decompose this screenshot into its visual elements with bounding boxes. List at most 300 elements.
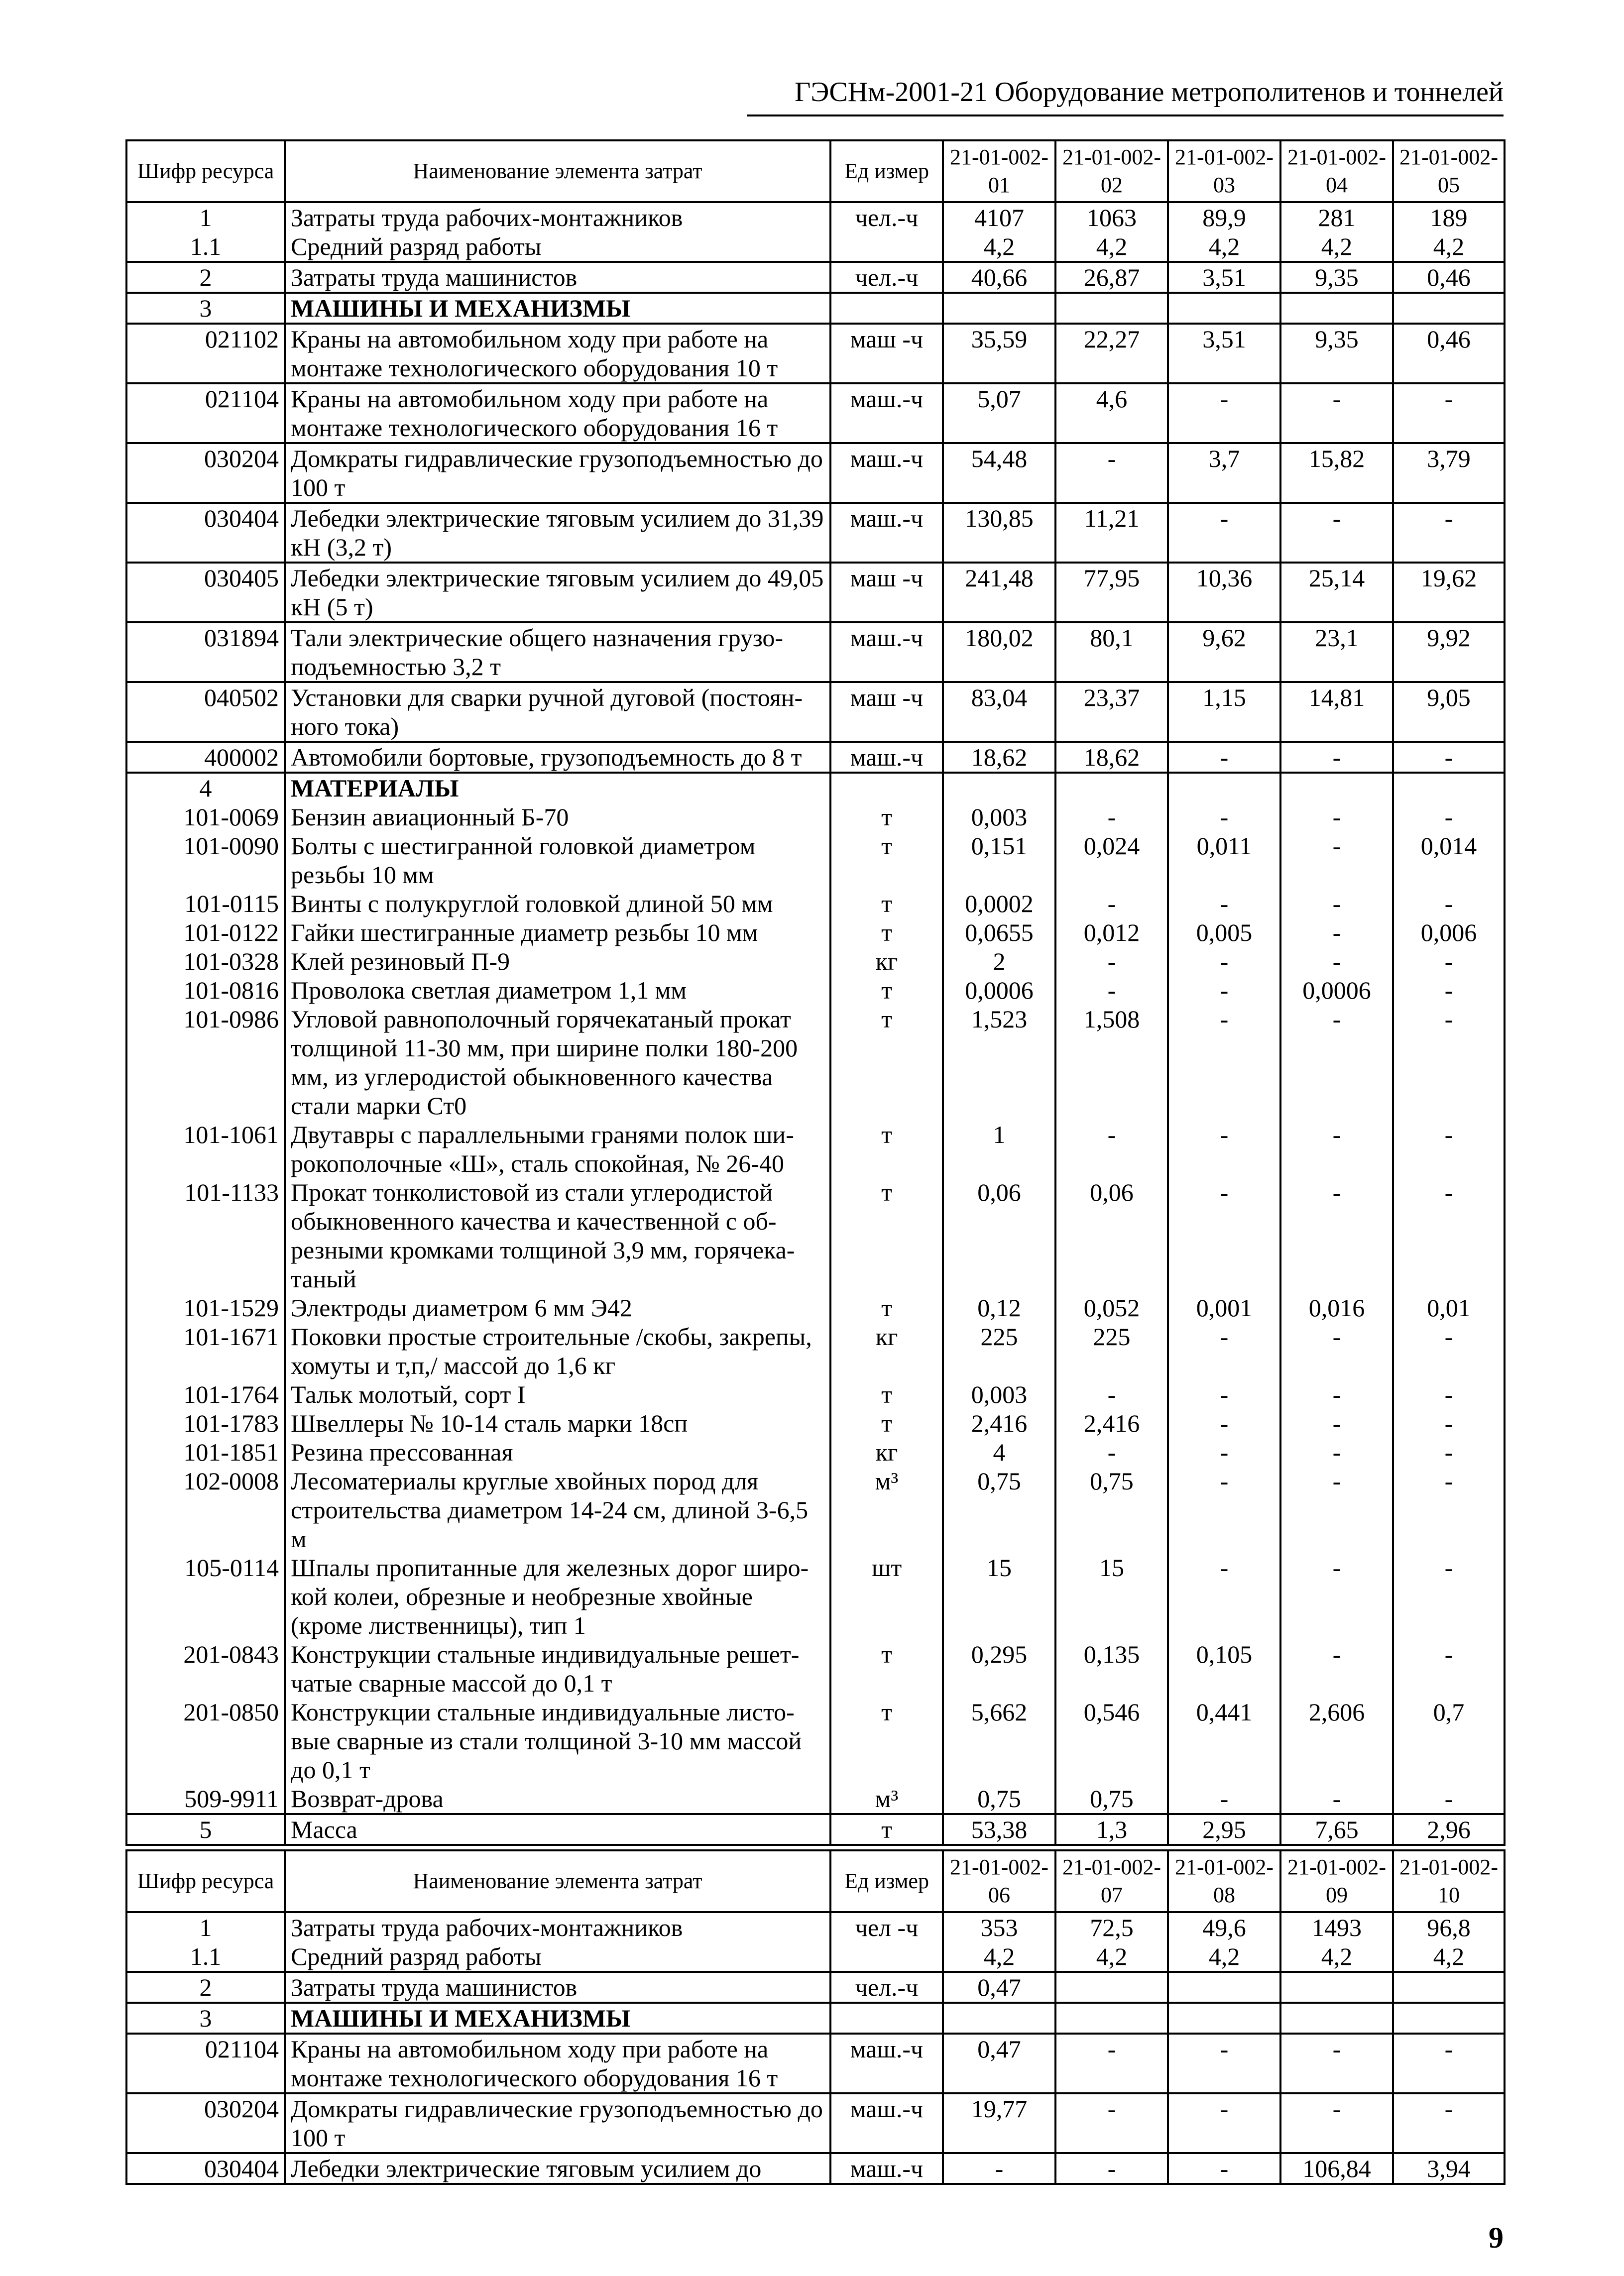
- resource-name-cell: Бензин авиационный Б-70: [285, 802, 830, 831]
- resource-code-cell: 101-0328: [126, 947, 285, 976]
- table-row: [126, 1380, 1505, 1409]
- value-cell: 4,6: [1055, 383, 1168, 443]
- table-row: [126, 1409, 1505, 1438]
- value-cell: -: [1393, 1784, 1505, 1814]
- resource-code-cell: 3: [126, 293, 285, 324]
- resource-code-cell: 201-0850: [126, 1698, 285, 1784]
- value-cell: -: [1393, 1467, 1505, 1553]
- table-row: [126, 1120, 1505, 1178]
- value-cell: 0,006: [1393, 918, 1505, 947]
- value-cell: 225: [943, 1322, 1055, 1380]
- value-cell: [1055, 2003, 1168, 2034]
- value-cell: [1168, 1972, 1280, 2003]
- value-cell: -: [1393, 742, 1505, 773]
- value-cell: 80,1: [1055, 622, 1168, 682]
- value-cell: 15: [1055, 1553, 1168, 1640]
- table-row: [126, 443, 1505, 503]
- value-cell: 3,51: [1168, 262, 1280, 293]
- table-row: [126, 1553, 1505, 1640]
- value-cell: 1,523: [943, 1005, 1055, 1120]
- value-cell: -: [1168, 947, 1280, 976]
- value-cell: -: [1280, 1120, 1393, 1178]
- table-row: [126, 563, 1505, 622]
- value-cell: 25,14: [1280, 563, 1393, 622]
- resource-code-cell: 030404: [126, 2153, 285, 2184]
- resource-code-cell: 201-0843: [126, 1640, 285, 1698]
- value-cell: 54,48: [943, 443, 1055, 503]
- unit-cell: м³: [830, 1467, 943, 1553]
- table-row: [126, 1178, 1505, 1293]
- table-row: [126, 773, 1505, 802]
- value-cell: 0,024: [1055, 831, 1168, 889]
- resource-code-cell: 030204: [126, 2093, 285, 2153]
- value-cell: -: [1168, 503, 1280, 563]
- unit-cell: т: [830, 889, 943, 918]
- value-cell: 0,0655: [943, 918, 1055, 947]
- column-header: 21-01-002-08: [1168, 1850, 1280, 1912]
- value-cell: 0,014: [1393, 831, 1505, 889]
- resource-table-1: [125, 139, 1506, 1846]
- unit-cell: т: [830, 1698, 943, 1784]
- unit-cell: маш -ч: [830, 324, 943, 383]
- unit-cell: т: [830, 1005, 943, 1120]
- value-cell: 4: [943, 1438, 1055, 1467]
- resource-code-cell: 101-1851: [126, 1438, 285, 1467]
- value-cell: -: [1280, 947, 1393, 976]
- resource-name-cell: Краны на автомобильном ходу при работе на монтаже технологического оборудования 16 т: [285, 2034, 830, 2093]
- unit-cell: кг: [830, 947, 943, 976]
- table-row: [126, 2153, 1505, 2184]
- unit-cell: т: [830, 802, 943, 831]
- resource-name-cell: Тальк молотый, сорт I: [285, 1380, 830, 1409]
- value-cell: 0,003: [943, 802, 1055, 831]
- value-cell: 0,295: [943, 1640, 1055, 1698]
- table-header: [126, 140, 1505, 202]
- value-cell: 15: [943, 1553, 1055, 1640]
- value-cell: 0,06: [1055, 1178, 1168, 1293]
- unit-cell: маш.-ч: [830, 742, 943, 773]
- value-cell: 1: [943, 1120, 1055, 1178]
- value-cell: -: [1168, 1322, 1280, 1380]
- resource-code-cell: 400002: [126, 742, 285, 773]
- value-cell: 0,75: [943, 1467, 1055, 1553]
- value-cell: 1063: [1055, 202, 1168, 232]
- value-cell: 2,95: [1168, 1814, 1280, 1845]
- value-cell: 0,0006: [943, 976, 1055, 1005]
- value-cell: -: [1168, 1553, 1280, 1640]
- value-cell: 4,2: [1393, 1942, 1505, 1972]
- value-cell: 10,36: [1168, 563, 1280, 622]
- table-row: [126, 1467, 1505, 1553]
- table-row: [126, 2003, 1505, 2034]
- resource-code-cell: 030404: [126, 503, 285, 563]
- value-cell: 2,96: [1393, 1814, 1505, 1845]
- value-cell: -: [1055, 1120, 1168, 1178]
- value-cell: [1055, 1972, 1168, 2003]
- table-row: [126, 802, 1505, 831]
- value-cell: 5,07: [943, 383, 1055, 443]
- value-cell: -: [1055, 802, 1168, 831]
- resource-code-cell: 030204: [126, 443, 285, 503]
- value-cell: 0,441: [1168, 1698, 1280, 1784]
- resource-name-cell: Винты с полукруглой головкой длиной 50 мм: [285, 889, 830, 918]
- value-cell: 0,151: [943, 831, 1055, 889]
- value-cell: 0,47: [943, 2034, 1055, 2093]
- value-cell: 15,82: [1280, 443, 1393, 503]
- value-cell: 281: [1280, 202, 1393, 232]
- unit-cell: т: [830, 1178, 943, 1293]
- column-header: 21-01-002-02: [1055, 140, 1168, 202]
- value-cell: 0,47: [943, 1972, 1055, 2003]
- resource-code-cell: 105-0114: [126, 1553, 285, 1640]
- value-cell: -: [1055, 889, 1168, 918]
- value-cell: -: [1280, 831, 1393, 889]
- resource-name-cell: Двутавры с параллельными гранями полок ши-рокополочные «Ш», сталь спокойная, № 26-40: [285, 1120, 830, 1178]
- unit-cell: маш.-ч: [830, 2153, 943, 2184]
- value-cell: 0,546: [1055, 1698, 1168, 1784]
- value-cell: 3,94: [1393, 2153, 1505, 2184]
- value-cell: -: [1168, 2034, 1280, 2093]
- unit-cell: [830, 2003, 943, 2034]
- value-cell: 1,15: [1168, 682, 1280, 742]
- table-row: [126, 1438, 1505, 1467]
- value-cell: 7,65: [1280, 1814, 1393, 1845]
- value-cell: -: [1280, 1438, 1393, 1467]
- value-cell: 9,92: [1393, 622, 1505, 682]
- resource-name-cell: Швеллеры № 10-14 сталь марки 18сп: [285, 1409, 830, 1438]
- column-header: 21-01-002-10: [1393, 1850, 1505, 1912]
- unit-cell: [830, 293, 943, 324]
- table-row: [126, 976, 1505, 1005]
- value-cell: 0,011: [1168, 831, 1280, 889]
- unit-cell: т: [830, 976, 943, 1005]
- resource-code-cell: 021102: [126, 324, 285, 383]
- value-cell: 0,001: [1168, 1293, 1280, 1322]
- value-cell: -: [1393, 503, 1505, 563]
- value-cell: [1393, 293, 1505, 324]
- resource-code-cell: 030405: [126, 563, 285, 622]
- unit-cell: маш.-ч: [830, 503, 943, 563]
- value-cell: [1280, 1972, 1393, 2003]
- table-row: [126, 1005, 1505, 1120]
- value-cell: -: [1280, 889, 1393, 918]
- value-cell: 1,508: [1055, 1005, 1168, 1120]
- resource-code-cell: 3: [126, 2003, 285, 2034]
- value-cell: 11,21: [1055, 503, 1168, 563]
- value-cell: 0,75: [1055, 1784, 1168, 1814]
- table-row: [126, 947, 1505, 976]
- value-cell: [1280, 293, 1393, 324]
- resource-code-cell: 021104: [126, 383, 285, 443]
- column-header: Шифр ресурса: [126, 140, 285, 202]
- value-cell: -: [1280, 1409, 1393, 1438]
- table-row: [126, 202, 1505, 232]
- value-cell: 2,416: [943, 1409, 1055, 1438]
- unit-cell: маш.-ч: [830, 383, 943, 443]
- table-row: [126, 1293, 1505, 1322]
- table-row: [126, 1640, 1505, 1698]
- value-cell: -: [1393, 1640, 1505, 1698]
- value-cell: 4,2: [1280, 232, 1393, 262]
- value-cell: 4,2: [1055, 1942, 1168, 1972]
- value-cell: 9,62: [1168, 622, 1280, 682]
- resource-code-cell: 509-9911: [126, 1784, 285, 1814]
- table-row: [126, 918, 1505, 947]
- value-cell: 0,016: [1280, 1293, 1393, 1322]
- value-cell: 4,2: [1055, 232, 1168, 262]
- table-row: [126, 262, 1505, 293]
- resource-name-cell: Лесоматериалы круглые хвойных пород для строительства диаметром 14-24 см, длиной 3-6,5 м: [285, 1467, 830, 1553]
- value-cell: 0,75: [943, 1784, 1055, 1814]
- value-cell: 180,02: [943, 622, 1055, 682]
- value-cell: 0,46: [1393, 324, 1505, 383]
- resource-code-cell: 040502: [126, 682, 285, 742]
- resource-name-cell: Гайки шестигранные диаметр резьбы 10 мм: [285, 918, 830, 947]
- unit-cell: маш -ч: [830, 563, 943, 622]
- page-number: 9: [1489, 2221, 1504, 2254]
- value-cell: 353: [943, 1912, 1055, 1942]
- value-cell: 0,0006: [1280, 976, 1393, 1005]
- resource-name-cell: Установки для сварки ручной дуговой (постоян-ного тока): [285, 682, 830, 742]
- resource-code-cell: 1: [126, 202, 285, 232]
- value-cell: -: [1280, 503, 1393, 563]
- value-cell: -: [1280, 802, 1393, 831]
- resource-name-cell: Клей резиновый П-9: [285, 947, 830, 976]
- value-cell: 72,5: [1055, 1912, 1168, 1942]
- unit-cell: чел -ч: [830, 1912, 943, 1942]
- value-cell: -: [1168, 1005, 1280, 1120]
- value-cell: 49,6: [1168, 1912, 1280, 1942]
- value-cell: 53,38: [943, 1814, 1055, 1845]
- value-cell: [943, 293, 1055, 324]
- unit-cell: [830, 773, 943, 802]
- value-cell: -: [1280, 383, 1393, 443]
- resource-name-cell: Краны на автомобильном ходу при работе на монтаже технологического оборудования 10 т: [285, 324, 830, 383]
- unit-cell: м³: [830, 1784, 943, 1814]
- value-cell: 14,81: [1280, 682, 1393, 742]
- column-header: 21-01-002-03: [1168, 140, 1280, 202]
- value-cell: [943, 773, 1055, 802]
- value-cell: -: [1055, 1438, 1168, 1467]
- value-cell: 4107: [943, 202, 1055, 232]
- resource-name-cell: Проволока светлая диаметром 1,1 мм: [285, 976, 830, 1005]
- value-cell: 2,416: [1055, 1409, 1168, 1438]
- unit-cell: чел.-ч: [830, 262, 943, 293]
- unit-cell: маш.-ч: [830, 2034, 943, 2093]
- resource-code-cell: 031894: [126, 622, 285, 682]
- value-cell: -: [1168, 1784, 1280, 1814]
- table-row: [126, 889, 1505, 918]
- value-cell: [1055, 773, 1168, 802]
- value-cell: 9,05: [1393, 682, 1505, 742]
- table-header: [126, 1850, 1505, 1912]
- value-cell: [1168, 773, 1280, 802]
- resource-code-cell: 101-1671: [126, 1322, 285, 1380]
- value-cell: [1168, 2003, 1280, 2034]
- value-cell: 35,59: [943, 324, 1055, 383]
- resource-name-cell: Затраты труда машинистов: [285, 262, 830, 293]
- value-cell: -: [1055, 2093, 1168, 2153]
- table-row: [126, 293, 1505, 324]
- resource-code-cell: 101-1061: [126, 1120, 285, 1178]
- column-header: Наименование элемента затрат: [285, 140, 830, 202]
- resource-name-cell: Домкраты гидравлические грузоподъемностью до 100 т: [285, 443, 830, 503]
- unit-cell: чел.-ч: [830, 1972, 943, 2003]
- value-cell: 0,0002: [943, 889, 1055, 918]
- resource-name-cell: Тали электрические общего назначения грузо-подъемностью 3,2 т: [285, 622, 830, 682]
- value-cell: [1055, 293, 1168, 324]
- value-cell: 23,37: [1055, 682, 1168, 742]
- value-cell: -: [1393, 1120, 1505, 1178]
- header-rule: [747, 114, 1504, 116]
- value-cell: 18,62: [943, 742, 1055, 773]
- column-header: Шифр ресурса: [126, 1850, 285, 1912]
- table-row: [126, 1814, 1505, 1845]
- column-header: 21-01-002-09: [1280, 1850, 1393, 1912]
- column-header: 21-01-002-07: [1055, 1850, 1168, 1912]
- table-row: [126, 1698, 1505, 1784]
- table-row: [126, 682, 1505, 742]
- unit-cell: [830, 1942, 943, 1972]
- value-cell: 3,7: [1168, 443, 1280, 503]
- value-cell: [1280, 2003, 1393, 2034]
- resource-name-cell: Электроды диаметром 6 мм Э42: [285, 1293, 830, 1322]
- page-header-title: ГЭСНм-2001-21 Оборудование метрополитенов и тоннелей: [795, 77, 1504, 108]
- value-cell: 106,84: [1280, 2153, 1393, 2184]
- value-cell: -: [1280, 1322, 1393, 1380]
- value-cell: -: [1280, 918, 1393, 947]
- unit-cell: маш -ч: [830, 682, 943, 742]
- resource-code-cell: 4: [126, 773, 285, 802]
- resource-code-cell: 101-1783: [126, 1409, 285, 1438]
- value-cell: 4,2: [1280, 1942, 1393, 1972]
- table-row: [126, 622, 1505, 682]
- resource-code-cell: 101-0069: [126, 802, 285, 831]
- resource-name-cell: Затраты труда машинистов: [285, 1972, 830, 2003]
- value-cell: [1393, 1972, 1505, 2003]
- value-cell: 0,7: [1393, 1698, 1505, 1784]
- value-cell: 4,2: [943, 1942, 1055, 1972]
- value-cell: 4,2: [1168, 1942, 1280, 1972]
- value-cell: -: [1168, 2153, 1280, 2184]
- value-cell: -: [1055, 947, 1168, 976]
- value-cell: -: [1168, 1409, 1280, 1438]
- value-cell: 0,135: [1055, 1640, 1168, 1698]
- resource-code-cell: 101-0986: [126, 1005, 285, 1120]
- unit-cell: т: [830, 918, 943, 947]
- value-cell: -: [1280, 1380, 1393, 1409]
- unit-cell: т: [830, 1640, 943, 1698]
- value-cell: [1393, 773, 1505, 802]
- resource-name-cell: Домкраты гидравлические грузоподъемностью до 100 т: [285, 2093, 830, 2153]
- value-cell: 0,06: [943, 1178, 1055, 1293]
- unit-cell: т: [830, 831, 943, 889]
- resource-name-cell: Автомобили бортовые, грузоподъемность до 8 т: [285, 742, 830, 773]
- resource-table-2: [125, 1849, 1506, 2185]
- resource-code-cell: 021104: [126, 2034, 285, 2093]
- table-row: [126, 1784, 1505, 1814]
- value-cell: 241,48: [943, 563, 1055, 622]
- resource-name-cell: Краны на автомобильном ходу при работе на монтаже технологического оборудования 16 т: [285, 383, 830, 443]
- value-cell: -: [1168, 383, 1280, 443]
- value-cell: -: [1055, 1380, 1168, 1409]
- unit-cell: маш.-ч: [830, 443, 943, 503]
- value-cell: -: [1168, 1438, 1280, 1467]
- value-cell: 0,46: [1393, 262, 1505, 293]
- value-cell: -: [1280, 1553, 1393, 1640]
- value-cell: 2: [943, 947, 1055, 976]
- value-cell: 1493: [1280, 1912, 1393, 1942]
- resource-name-cell: Прокат тонколистовой из стали углеродистой обыкновенного качества и качественной с об-резными кромками толщиной 3,9 мм, горячека-таный: [285, 1178, 830, 1293]
- value-cell: 0,052: [1055, 1293, 1168, 1322]
- value-cell: 3,51: [1168, 324, 1280, 383]
- resource-code-cell: 1.1: [126, 232, 285, 262]
- column-header: Наименование элемента затрат: [285, 1850, 830, 1912]
- value-cell: -: [1393, 1553, 1505, 1640]
- value-cell: 23,1: [1280, 622, 1393, 682]
- value-cell: -: [1393, 802, 1505, 831]
- value-cell: -: [1168, 889, 1280, 918]
- table-row: [126, 2093, 1505, 2153]
- value-cell: -: [1280, 2034, 1393, 2093]
- value-cell: 19,62: [1393, 563, 1505, 622]
- value-cell: -: [1168, 1380, 1280, 1409]
- value-cell: [1393, 2003, 1505, 2034]
- resource-name-cell: Конструкции стальные индивидуальные решет-чатые сварные массой до 0,1 т: [285, 1640, 830, 1698]
- value-cell: 3,79: [1393, 443, 1505, 503]
- value-cell: 189: [1393, 202, 1505, 232]
- resource-name-cell: Болты с шестигранной головкой диаметром резьбы 10 мм: [285, 831, 830, 889]
- unit-cell: маш.-ч: [830, 622, 943, 682]
- resource-name-cell: Угловой равнополочный горячекатаный прокат толщиной 11-30 мм, при ширине полки 180-200 мм, из углеродистой обыкновенного качества стали марки Ст0: [285, 1005, 830, 1120]
- column-header: 21-01-002-05: [1393, 140, 1505, 202]
- value-cell: [943, 2003, 1055, 2034]
- value-cell: -: [1393, 947, 1505, 976]
- table-row: [126, 232, 1505, 262]
- unit-cell: маш.-ч: [830, 2093, 943, 2153]
- value-cell: -: [1280, 1178, 1393, 1293]
- value-cell: -: [1393, 1438, 1505, 1467]
- resource-name-cell: Конструкции стальные индивидуальные листо-вые сварные из стали толщиной 3-10 мм массой до 0,1 т: [285, 1698, 830, 1784]
- column-header: 21-01-002-04: [1280, 140, 1393, 202]
- unit-cell: т: [830, 1293, 943, 1322]
- unit-cell: кг: [830, 1438, 943, 1467]
- value-cell: -: [1393, 383, 1505, 443]
- resource-name-cell: МАШИНЫ И МЕХАНИЗМЫ: [285, 293, 830, 324]
- value-cell: -: [1280, 2093, 1393, 2153]
- value-cell: -: [1393, 1409, 1505, 1438]
- unit-cell: чел.-ч: [830, 202, 943, 232]
- value-cell: 77,95: [1055, 563, 1168, 622]
- value-cell: -: [1055, 2034, 1168, 2093]
- resource-name-cell: Шпалы пропитанные для железных дорог широ-кой колеи, обрезные и необрезные хвойные (кроме лиственницы), тип 1: [285, 1553, 830, 1640]
- resource-name-cell: МАТЕРИАЛЫ: [285, 773, 830, 802]
- resource-code-cell: 101-0816: [126, 976, 285, 1005]
- value-cell: -: [1280, 1005, 1393, 1120]
- value-cell: 19,77: [943, 2093, 1055, 2153]
- value-cell: 83,04: [943, 682, 1055, 742]
- resource-name-cell: Затраты труда рабочих-монтажников: [285, 1912, 830, 1942]
- table-row: [126, 1942, 1505, 1972]
- value-cell: 89,9: [1168, 202, 1280, 232]
- resource-code-cell: 101-1133: [126, 1178, 285, 1293]
- value-cell: 96,8: [1393, 1912, 1505, 1942]
- column-header: 21-01-002-06: [943, 1850, 1055, 1912]
- value-cell: -: [1055, 443, 1168, 503]
- table-row: [126, 831, 1505, 889]
- table-row: [126, 2034, 1505, 2093]
- value-cell: -: [1168, 1178, 1280, 1293]
